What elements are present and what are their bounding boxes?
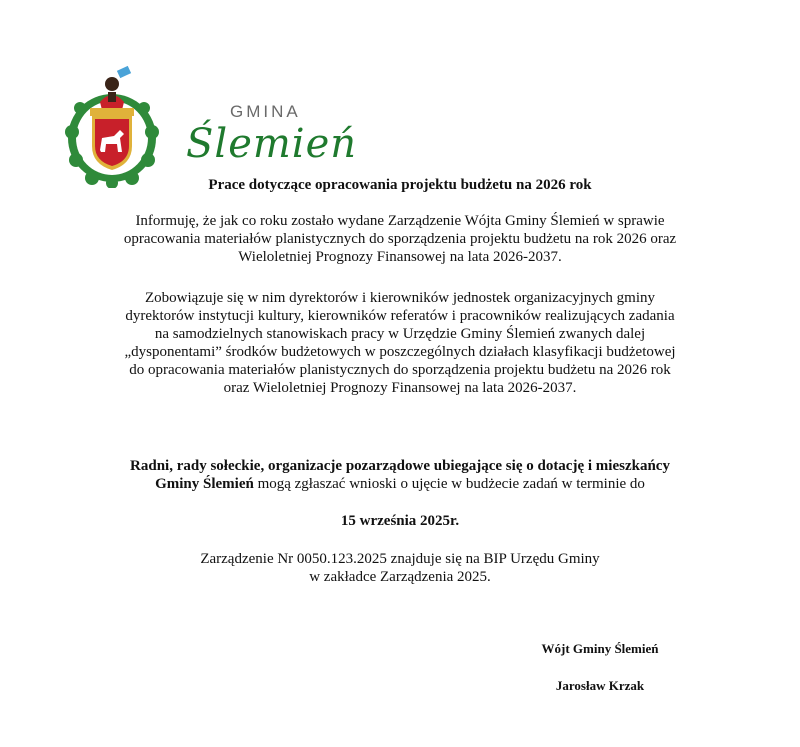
signature-name: Jarosław Krzak — [555, 678, 645, 693]
document-title: Prace dotyczące opracowania projektu budżetu na 2026 rok — [208, 177, 592, 193]
text-line: oraz Wieloletniej Prognozy Finansowej na lata 2026-2037. — [223, 380, 577, 396]
municipality-logo — [62, 62, 362, 192]
text-line: w zakładce Zarządzenia 2025. — [309, 569, 491, 585]
text-line: Zobowiązuje się w nim dyrektorów i kierowników jednostek organizacyjnych gminy — [144, 290, 656, 306]
text-line-bold: Radni, rady sołeckie, organizacje pozarządowe ubiegające się o dotację i mieszkańcy — [130, 458, 670, 474]
brand-municipality-name: Ślemień — [186, 121, 358, 167]
text-rest: mogą zgłaszać wnioski o ujęcie w budżecie zadań w terminie do — [253, 476, 645, 492]
paragraph-announcement — [80, 212, 720, 266]
brand-text — [186, 102, 357, 166]
text-line: dyrektorów instytucji kultury, kierowników referatów i pracowników realizujących zadania — [125, 308, 675, 324]
text-line: na samodzielnych stanowiskach pracy w Urzędzie Gminy Ślemień zwanych dalej — [154, 326, 646, 342]
text-line: Wieloletniej Prognozy Finansowej na lata 2026-2037. — [238, 249, 562, 265]
paragraph-obligations — [80, 289, 720, 397]
paragraph-submissions — [80, 457, 720, 493]
text-line: opracowania materiałów planistycznych do sporządzenia projektu budżetu na rok 2026 oraz — [123, 231, 677, 247]
text-line: „dysponentami” środków budżetowych w poszczególnych działach klasyfikacji budżetowej — [124, 344, 676, 360]
signature-title: Wójt Gminy Ślemień — [541, 641, 659, 656]
brand-gmina-label: GMINA — [230, 102, 301, 121]
text-line — [80, 475, 720, 493]
paragraph-bip-info — [80, 550, 720, 586]
text-line: do opracowania materiałów planistycznych do sporządzenia projektu budżetu na 2026 rok — [129, 362, 671, 378]
text-line: Zarządzenie Nr 0050.123.2025 znajduje się na BIP Urzędu Gminy — [200, 551, 600, 567]
coat-of-arms-icon — [62, 62, 162, 188]
bold-municipality: Gminy Ślemień — [155, 476, 254, 492]
deadline-date: 15 września 2025r. — [340, 513, 460, 529]
text-line: Informuję, że jak co roku zostało wydane Zarządzenie Wójta Gminy Ślemień w sprawie — [135, 213, 665, 229]
